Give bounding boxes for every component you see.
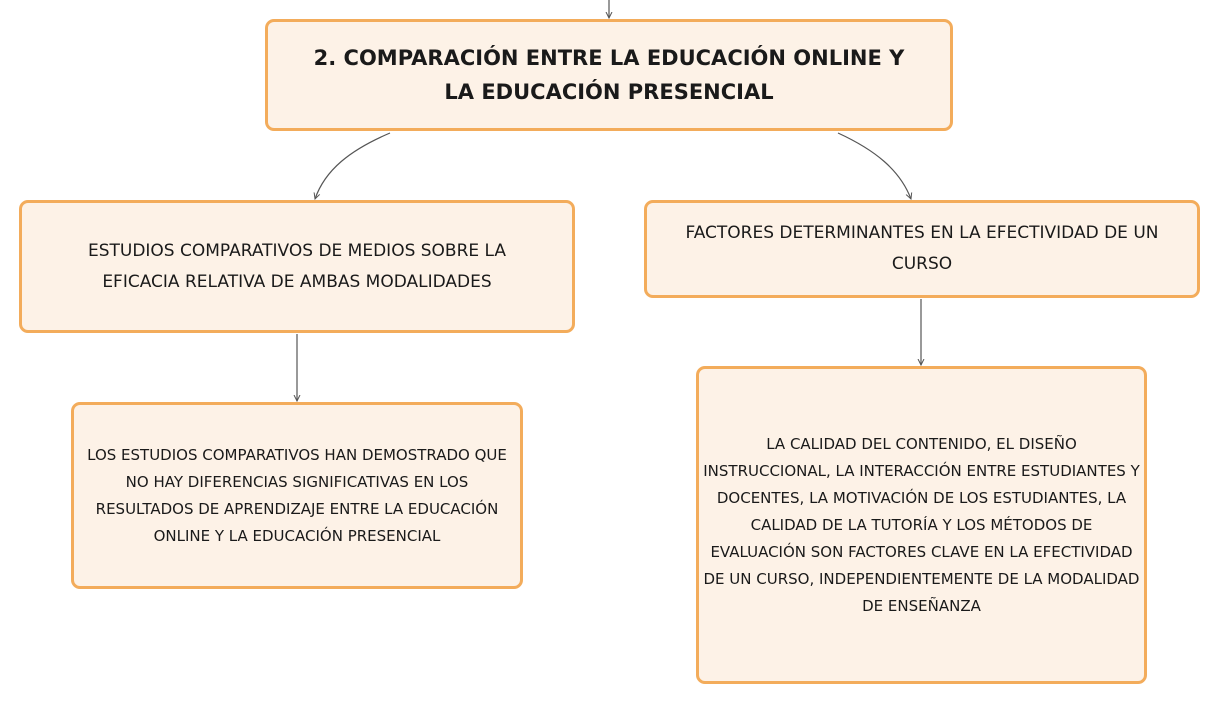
subtopic-label-sin-diferencias: LOS ESTUDIOS COMPARATIVOS HAN DEMOSTRADO QUE NO HAY DIFERENCIAS SIGNIFICATIVAS EN LOS RESULTADOS DE APRENDIZAJE ENTRE LA EDUCACIÓN ONLINE Y LA EDUCACIÓN PRESENCIAL [87, 445, 507, 545]
subtopic-node-sin-diferencias[interactable] [71, 402, 523, 589]
connector-root-to-right-branch [838, 133, 911, 199]
branch-label-factores-determinantes: FACTORES DETERMINANTES EN LA EFECTIVIDAD DE UN CURSO [685, 223, 1159, 274]
branch-node-factores-determinantes[interactable] [644, 200, 1200, 298]
subtopic-label-factores-clave: LA CALIDAD DEL CONTENIDO, EL DISEÑO INSTRUCCIONAL, LA INTERACCIÓN ENTRE ESTUDIANTES Y DOCENTES, LA MOTIVACIÓN DE LOS ESTUDIANTES, LA CALIDAD DE LA TUTORÍA Y LOS MÉTODOS DE EVALUACIÓN SON FACTORES CLAVE EN LA EFECTIVIDAD DE UN CURSO, INDEPENDIENTEMENTE DE LA MODALIDAD DE ENSEÑANZA [703, 434, 1140, 615]
root-topic-node[interactable] [265, 19, 953, 131]
subtopic-node-factores-clave[interactable] [696, 366, 1147, 684]
root-topic-label: 2. COMPARACIÓN ENTRE LA EDUCACIÓN ONLINE Y LA EDUCACIÓN PRESENCIAL [313, 46, 905, 104]
branch-label-estudios-comparativos: ESTUDIOS COMPARATIVOS DE MEDIOS SOBRE LA EFICACIA RELATIVA DE AMBAS MODALIDADES [87, 240, 507, 292]
branch-node-estudios-comparativos[interactable] [19, 200, 575, 333]
connector-root-to-left-branch [315, 133, 390, 199]
